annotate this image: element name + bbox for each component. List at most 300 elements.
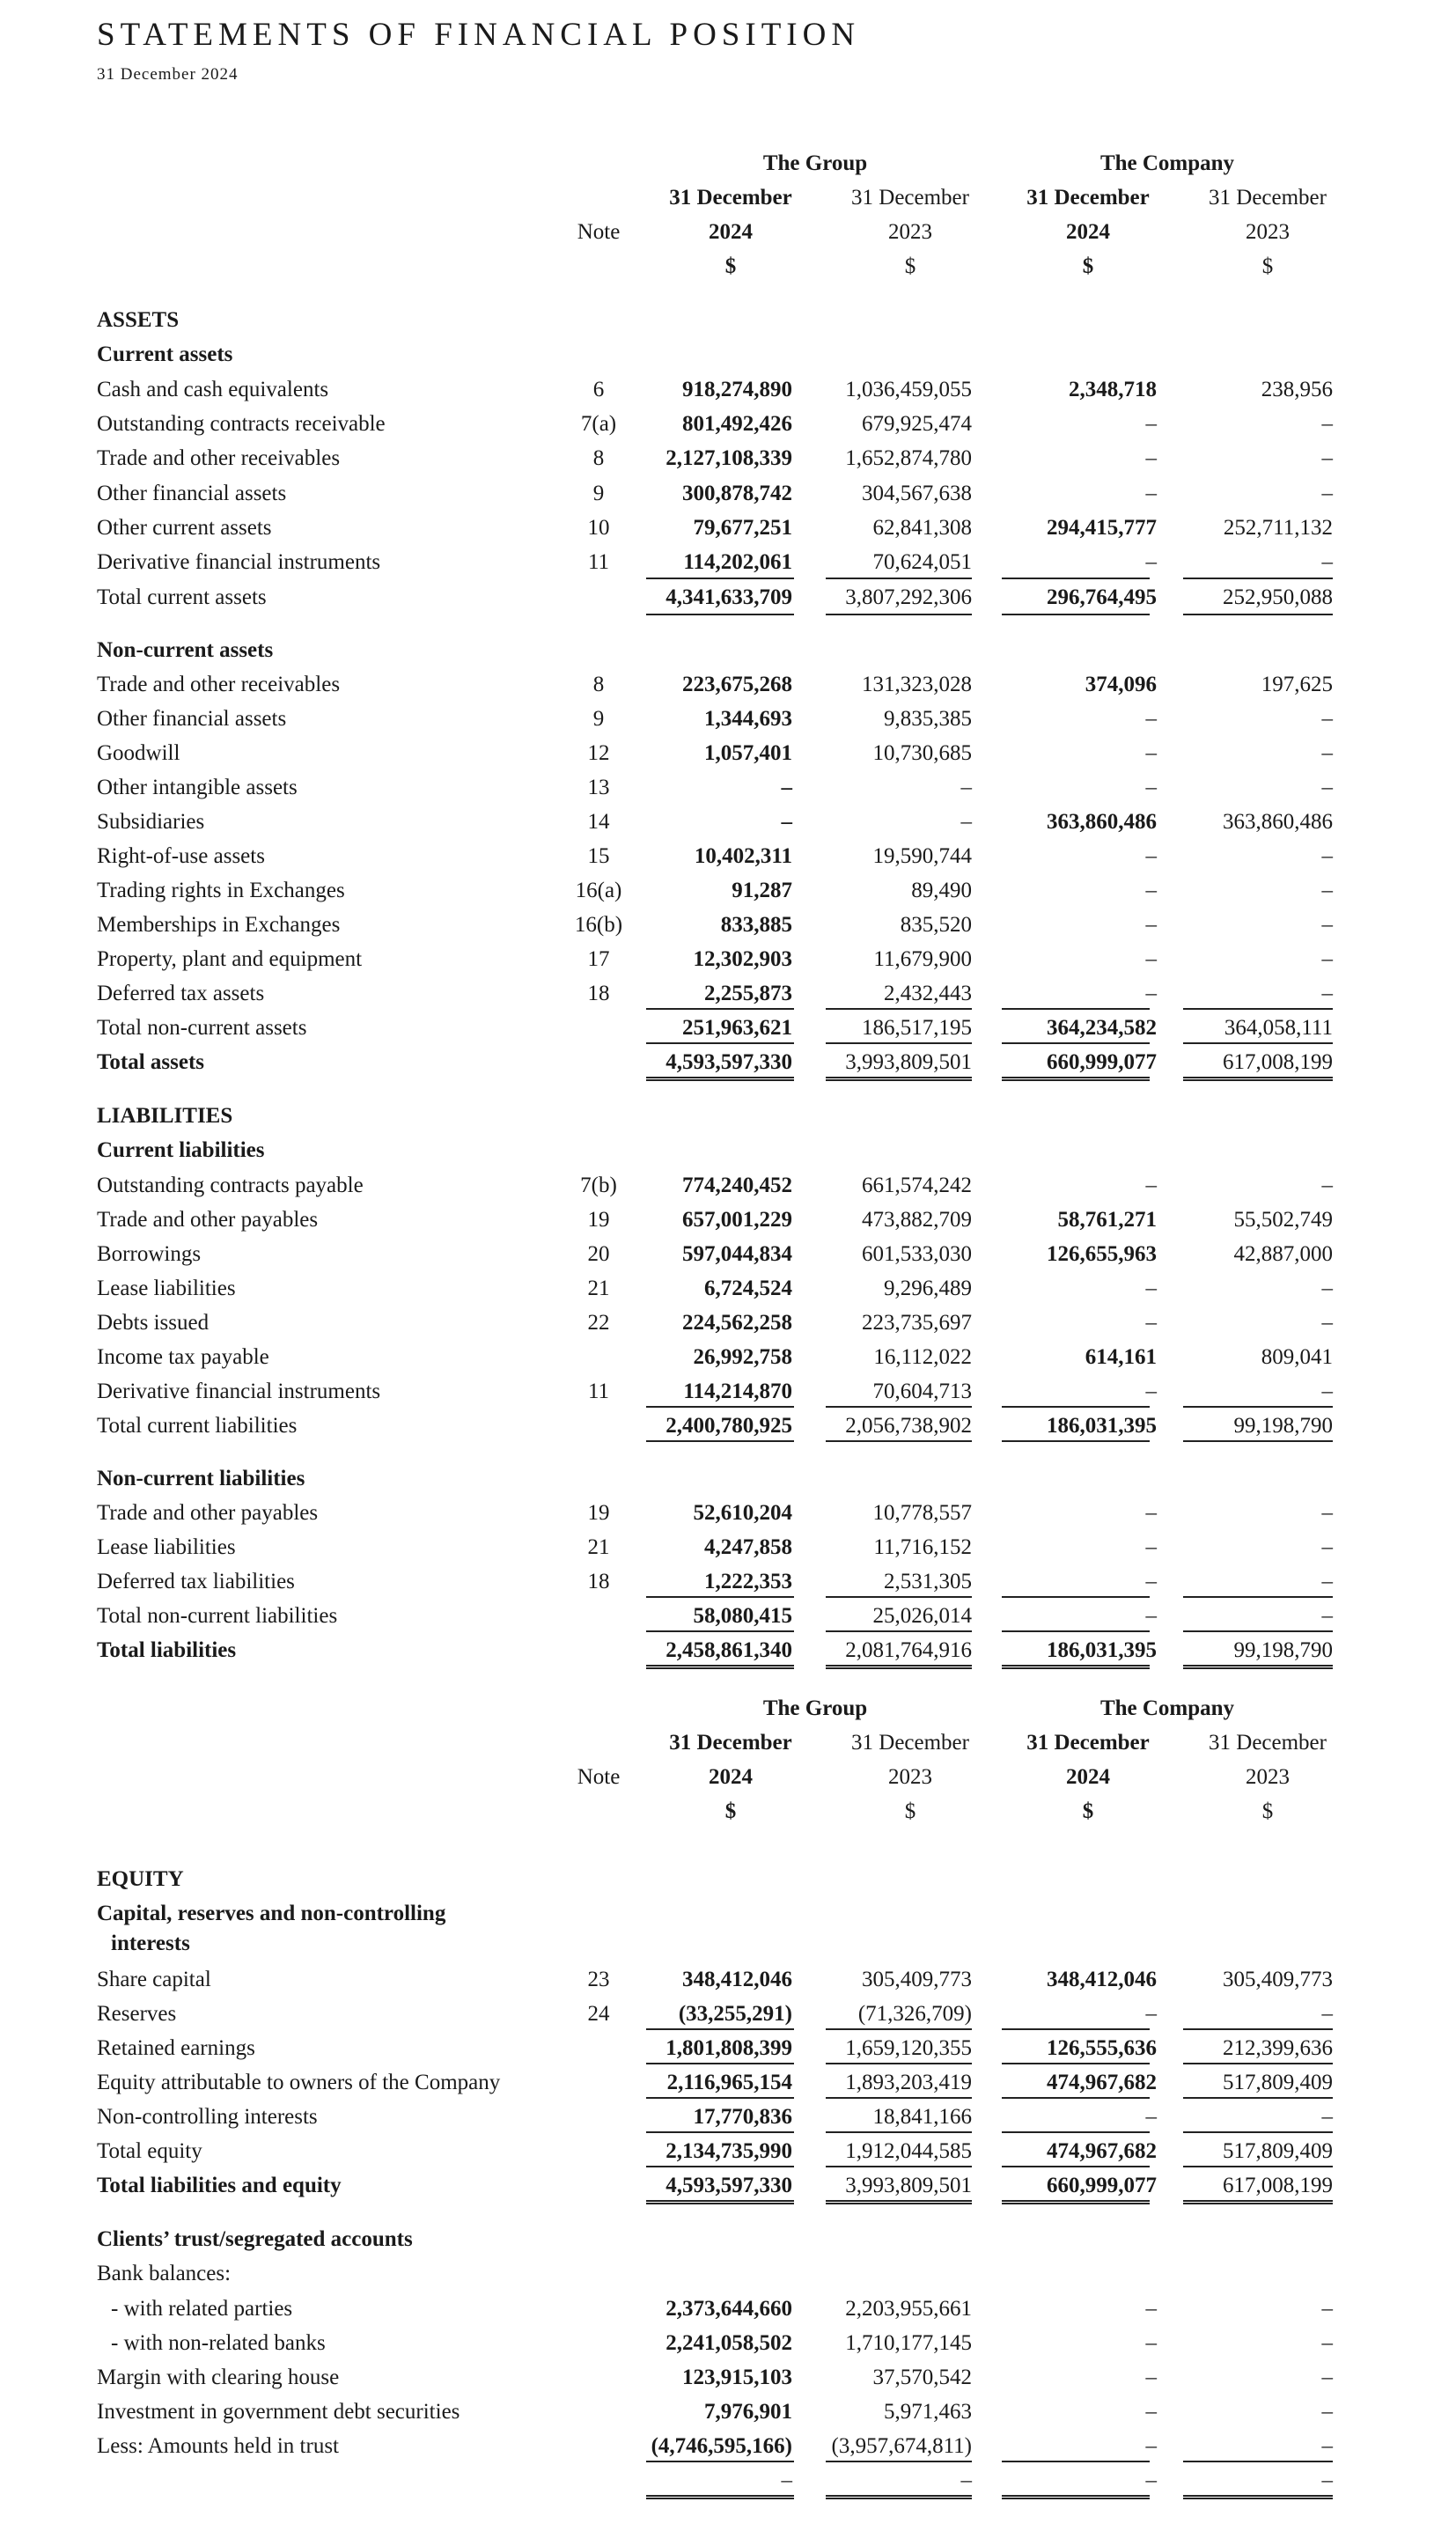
subtotal-rule bbox=[646, 2131, 794, 2133]
row-label: Income tax payable bbox=[97, 1345, 269, 1369]
row-value-col2: 661,574,242 bbox=[862, 1174, 972, 1197]
row-value-col2: 1,912,044,585 bbox=[845, 2139, 972, 2163]
row-value-col3: – bbox=[1145, 2366, 1157, 2389]
subtotal-rule bbox=[1183, 2131, 1333, 2133]
row-note: 12 bbox=[587, 741, 610, 765]
double-underline bbox=[826, 2200, 972, 2204]
row-value-col3: – bbox=[1145, 446, 1157, 470]
row-value-col1: 2,116,965,154 bbox=[666, 2071, 792, 2094]
col4-header-line2: 2023 bbox=[1246, 220, 1290, 244]
row-label: - with related parties bbox=[111, 2297, 293, 2321]
subtotal-rule bbox=[1002, 1406, 1150, 1408]
row-value-col2: 1,893,203,419 bbox=[845, 2071, 972, 2094]
row-value-col1: 774,240,452 bbox=[682, 1174, 792, 1197]
subtotal-rule bbox=[1183, 1008, 1333, 1010]
row-value-col1: – bbox=[781, 776, 792, 799]
row-label: EQUITY bbox=[97, 1867, 184, 1891]
row-note: 15 bbox=[587, 844, 610, 868]
row-label: Outstanding contracts receivable bbox=[97, 412, 386, 436]
subtotal-rule bbox=[646, 1596, 794, 1598]
row-value-col2: 304,567,638 bbox=[862, 482, 972, 505]
row-value-col1: 801,492,426 bbox=[682, 412, 792, 436]
row-value-col1: 4,341,633,709 bbox=[665, 585, 792, 609]
row-value-col1: 918,274,890 bbox=[682, 378, 792, 401]
row-note: 17 bbox=[587, 947, 610, 971]
row-value-col2: 3,993,809,501 bbox=[845, 1050, 972, 1074]
row-value-col3: – bbox=[1145, 1311, 1157, 1335]
row-value-col4: 42,887,000 bbox=[1233, 1242, 1333, 1266]
row-value-col2: 1,659,120,355 bbox=[845, 2036, 972, 2060]
subtotal-rule bbox=[646, 614, 794, 615]
row-value-col4: 252,711,132 bbox=[1223, 516, 1333, 540]
double-underline bbox=[826, 1665, 972, 1669]
subtotal-rule bbox=[646, 2097, 794, 2099]
row-label: Debts issued bbox=[97, 1311, 210, 1335]
row-value-col1: 348,412,046 bbox=[682, 1968, 792, 1991]
col4-header-line2-repeat: 2023 bbox=[1246, 1765, 1290, 1789]
row-value-col4: – bbox=[1321, 982, 1333, 1005]
row-label: Other current assets bbox=[97, 516, 272, 540]
row-value-col3: – bbox=[1145, 947, 1157, 971]
row-value-col1: 58,080,415 bbox=[693, 1604, 792, 1628]
row-note: 21 bbox=[587, 1535, 610, 1559]
row-value-col1: 79,677,251 bbox=[693, 516, 792, 540]
row-value-col3: 614,161 bbox=[1085, 1345, 1157, 1369]
row-label: Non-controlling interests bbox=[97, 2105, 318, 2129]
row-label: Total non-current assets bbox=[97, 1016, 307, 1040]
row-value-col3: – bbox=[1145, 707, 1157, 731]
row-note: 7(a) bbox=[580, 412, 617, 436]
row-value-col3: – bbox=[1145, 1604, 1157, 1628]
row-value-col3: 660,999,077 bbox=[1047, 2174, 1157, 2197]
row-value-col1: 52,610,204 bbox=[693, 1501, 792, 1525]
subtotal-rule bbox=[1183, 2097, 1333, 2099]
row-value-col4: 363,860,486 bbox=[1223, 810, 1333, 834]
row-value-col4: – bbox=[1321, 2400, 1333, 2424]
row-value-col4: – bbox=[1321, 412, 1333, 436]
row-label: Trade and other receivables bbox=[97, 673, 341, 696]
row-value-col3: – bbox=[1145, 2434, 1157, 2458]
row-value-col3: – bbox=[1145, 412, 1157, 436]
row-value-col2: 37,570,542 bbox=[872, 2366, 972, 2389]
row-label: Deferred tax liabilities bbox=[97, 1570, 295, 1593]
row-value-col2: 9,296,489 bbox=[884, 1277, 972, 1300]
row-value-col1: (33,255,291) bbox=[678, 2002, 792, 2026]
subtotal-rule bbox=[826, 1630, 972, 1632]
row-note: 19 bbox=[587, 1208, 610, 1232]
row-value-col2: 1,710,177,145 bbox=[845, 2331, 972, 2355]
row-value-col4: 99,198,790 bbox=[1233, 1638, 1333, 1662]
col3-header-line2: 2024 bbox=[1066, 220, 1110, 244]
row-value-col3: 296,764,495 bbox=[1047, 585, 1157, 609]
row-value-col3: 2,348,718 bbox=[1069, 378, 1157, 401]
row-value-col2: 1,652,874,780 bbox=[845, 446, 972, 470]
row-value-col4: – bbox=[1321, 2331, 1333, 2355]
subtotal-rule bbox=[1002, 614, 1150, 615]
row-value-col3: – bbox=[1145, 982, 1157, 1005]
page-title: STATEMENTS OF FINANCIAL POSITION bbox=[97, 17, 861, 53]
subtotal-rule bbox=[1183, 2166, 1333, 2167]
subtotal-rule bbox=[646, 1042, 794, 1044]
row-label: Margin with clearing house bbox=[97, 2366, 340, 2389]
row-value-col4: – bbox=[1321, 2105, 1333, 2129]
row-label: Property, plant and equipment bbox=[97, 947, 363, 971]
subtotal-rule bbox=[646, 2166, 794, 2167]
row-label: Bank balances: bbox=[97, 2262, 232, 2285]
col3-header-line1: 31 December bbox=[1026, 186, 1150, 210]
row-value-col1: – bbox=[781, 2469, 792, 2492]
subtotal-rule bbox=[826, 2166, 972, 2167]
row-value-col4: – bbox=[1321, 550, 1333, 574]
row-label: Derivative financial instruments bbox=[97, 550, 381, 574]
row-value-col4: – bbox=[1321, 482, 1333, 505]
subtotal-rule bbox=[646, 578, 794, 579]
row-value-col1: 114,202,061 bbox=[683, 550, 792, 574]
row-label: Total current assets bbox=[97, 585, 267, 609]
row-value-col1: 224,562,258 bbox=[682, 1311, 792, 1335]
row-value-col4: – bbox=[1321, 913, 1333, 937]
col3-header-line1-repeat: 31 December bbox=[1026, 1731, 1150, 1755]
row-value-col2: 2,203,955,661 bbox=[845, 2297, 972, 2321]
row-label: Memberships in Exchanges bbox=[97, 913, 341, 937]
row-value-col1: 123,915,103 bbox=[682, 2366, 792, 2389]
row-value-col3: – bbox=[1145, 2297, 1157, 2321]
row-value-col2: – bbox=[960, 810, 972, 834]
company-header: The Company bbox=[1099, 151, 1235, 175]
row-value-col3: – bbox=[1145, 2105, 1157, 2129]
row-label: Other financial assets bbox=[97, 707, 287, 731]
row-label: Share capital bbox=[97, 1968, 211, 1991]
row-label: Less: Amounts held in trust bbox=[97, 2434, 339, 2458]
row-value-col3: – bbox=[1145, 1277, 1157, 1300]
row-value-col3: 186,031,395 bbox=[1047, 1638, 1157, 1662]
row-value-col1: 4,593,597,330 bbox=[665, 1050, 792, 1074]
row-label: Total current liabilities bbox=[97, 1414, 298, 1438]
row-value-col4: 197,625 bbox=[1261, 673, 1333, 696]
row-value-col1: 300,878,742 bbox=[682, 482, 792, 505]
row-note: 20 bbox=[587, 1242, 610, 1266]
subtotal-rule bbox=[1002, 1042, 1150, 1044]
row-value-col1: 1,801,808,399 bbox=[665, 2036, 792, 2060]
row-note: 16(a) bbox=[575, 879, 622, 902]
row-note: 14 bbox=[587, 810, 610, 834]
row-value-col3: – bbox=[1145, 2002, 1157, 2026]
row-value-col2: 186,517,195 bbox=[862, 1016, 972, 1040]
row-note: 8 bbox=[592, 446, 605, 470]
row-value-col2: 10,778,557 bbox=[872, 1501, 972, 1525]
row-value-col2: 3,807,292,306 bbox=[845, 585, 972, 609]
row-value-col4: 238,956 bbox=[1261, 378, 1333, 401]
subtotal-rule bbox=[646, 2063, 794, 2064]
subtotal-rule bbox=[1002, 2461, 1150, 2462]
subtotal-rule bbox=[826, 2131, 972, 2133]
subtotal-rule bbox=[826, 1440, 972, 1442]
row-value-col3: – bbox=[1145, 776, 1157, 799]
group-header: The Group bbox=[762, 151, 868, 175]
row-value-col2: 3,993,809,501 bbox=[845, 2174, 972, 2197]
row-value-col3: 474,967,682 bbox=[1047, 2071, 1157, 2094]
row-label: Trade and other payables bbox=[97, 1501, 319, 1525]
col1-header-line1: 31 December bbox=[669, 186, 792, 210]
row-value-col1: 2,241,058,502 bbox=[665, 2331, 792, 2355]
row-value-col2: 2,081,764,916 bbox=[845, 1638, 972, 1662]
col2-header-line2: 2023 bbox=[888, 220, 932, 244]
row-value-col3: 474,967,682 bbox=[1047, 2139, 1157, 2163]
double-underline bbox=[1183, 1077, 1333, 1081]
col1-header-line2: 2024 bbox=[709, 220, 753, 244]
double-underline bbox=[646, 1077, 794, 1081]
row-value-col4: – bbox=[1321, 1535, 1333, 1559]
row-value-col4: – bbox=[1321, 1604, 1333, 1628]
subtotal-rule bbox=[1002, 2097, 1150, 2099]
row-value-col1: (4,746,595,166) bbox=[651, 2434, 792, 2458]
row-label: Reserves bbox=[97, 2002, 177, 2026]
row-label: Other intangible assets bbox=[97, 776, 298, 799]
row-value-col3: 660,999,077 bbox=[1047, 1050, 1157, 1074]
subtotal-rule bbox=[1183, 1406, 1333, 1408]
double-underline bbox=[1002, 2495, 1150, 2499]
row-label: Borrowings bbox=[97, 1242, 202, 1266]
col4-currency-repeat: $ bbox=[1261, 1799, 1274, 1823]
note-header-repeat: Note bbox=[577, 1765, 621, 1789]
row-label: Trade and other payables bbox=[97, 1208, 319, 1232]
row-value-col2: (3,957,674,811) bbox=[831, 2434, 972, 2458]
row-value-col2: 5,971,463 bbox=[884, 2400, 972, 2424]
col3-currency-repeat: $ bbox=[1082, 1799, 1094, 1823]
subtotal-rule bbox=[1002, 2063, 1150, 2064]
row-value-col4: – bbox=[1321, 776, 1333, 799]
row-value-col2: 601,533,030 bbox=[862, 1242, 972, 1266]
subtotal-rule bbox=[826, 2028, 972, 2030]
row-value-col2: – bbox=[960, 2469, 972, 2492]
row-value-col1: 833,885 bbox=[720, 913, 792, 937]
row-label: Other financial assets bbox=[97, 482, 287, 505]
col1-currency-repeat: $ bbox=[724, 1799, 737, 1823]
row-label: Derivative financial instruments bbox=[97, 1380, 381, 1403]
row-value-col3: 364,234,582 bbox=[1047, 1016, 1157, 1040]
row-value-col3: – bbox=[1145, 2400, 1157, 2424]
col1-header-line2-repeat: 2024 bbox=[709, 1765, 753, 1789]
row-value-col4: – bbox=[1321, 2469, 1333, 2492]
row-value-col1: – bbox=[781, 810, 792, 834]
row-value-col2: 62,841,308 bbox=[872, 516, 972, 540]
row-value-col3: 58,761,271 bbox=[1057, 1208, 1157, 1232]
row-note: 11 bbox=[587, 550, 610, 574]
subtotal-rule bbox=[1183, 1440, 1333, 1442]
row-value-col1: 1,057,401 bbox=[704, 741, 792, 765]
subtotal-rule bbox=[826, 1042, 972, 1044]
row-value-col2: 25,026,014 bbox=[872, 1604, 972, 1628]
row-value-col3: – bbox=[1145, 482, 1157, 505]
row-value-col4: – bbox=[1321, 741, 1333, 765]
double-underline bbox=[826, 1077, 972, 1081]
row-value-col1: 2,400,780,925 bbox=[665, 1414, 792, 1438]
row-value-col1: 223,675,268 bbox=[682, 673, 792, 696]
row-value-col4: – bbox=[1321, 1570, 1333, 1593]
row-note: 8 bbox=[592, 673, 605, 696]
row-note: 6 bbox=[592, 378, 605, 401]
company-header-repeat: The Company bbox=[1099, 1696, 1235, 1720]
double-underline bbox=[826, 2495, 972, 2499]
row-note: 9 bbox=[592, 482, 605, 505]
subtotal-rule bbox=[1183, 2028, 1333, 2030]
row-value-col2: 11,716,152 bbox=[873, 1535, 972, 1559]
row-value-col2: 70,624,051 bbox=[872, 550, 972, 574]
row-value-col2: 16,112,022 bbox=[873, 1345, 972, 1369]
subtotal-rule bbox=[826, 2063, 972, 2064]
subtotal-rule bbox=[646, 1406, 794, 1408]
row-label: Outstanding contracts payable bbox=[97, 1174, 364, 1197]
row-label: Equity attributable to owners of the Company bbox=[97, 2071, 501, 2094]
row-value-col3: – bbox=[1145, 844, 1157, 868]
row-label: interests bbox=[111, 1932, 190, 1955]
row-label: Right-of-use assets bbox=[97, 844, 265, 868]
row-value-col3: 294,415,777 bbox=[1047, 516, 1157, 540]
row-value-col1: 2,373,644,660 bbox=[665, 2297, 792, 2321]
row-label: Current assets bbox=[97, 342, 233, 366]
subtotal-rule bbox=[646, 2028, 794, 2030]
row-value-col3: – bbox=[1145, 550, 1157, 574]
row-label: Lease liabilities bbox=[97, 1277, 236, 1300]
row-label: Retained earnings bbox=[97, 2036, 255, 2060]
group-header-repeat: The Group bbox=[762, 1696, 868, 1720]
subtotal-rule bbox=[826, 1008, 972, 1010]
row-label: Non-current liabilities bbox=[97, 1467, 305, 1490]
row-label: Trading rights in Exchanges bbox=[97, 879, 345, 902]
row-value-col3: – bbox=[1145, 1501, 1157, 1525]
row-value-col3: – bbox=[1145, 2331, 1157, 2355]
double-underline bbox=[1183, 2200, 1333, 2204]
subtotal-rule bbox=[1002, 2166, 1150, 2167]
row-value-col4: – bbox=[1321, 2002, 1333, 2026]
subtotal-rule bbox=[826, 614, 972, 615]
row-note: 16(b) bbox=[574, 913, 623, 937]
row-value-col4: – bbox=[1321, 1501, 1333, 1525]
row-value-col3: 126,655,963 bbox=[1047, 1242, 1157, 1266]
row-value-col3: – bbox=[1145, 741, 1157, 765]
row-value-col4: 809,041 bbox=[1261, 1345, 1333, 1369]
double-underline bbox=[646, 1665, 794, 1669]
subtotal-rule bbox=[1002, 1596, 1150, 1598]
row-note: 18 bbox=[587, 982, 610, 1005]
subtotal-rule bbox=[1002, 2028, 1150, 2030]
double-underline bbox=[646, 2495, 794, 2499]
row-value-col2: 131,323,028 bbox=[862, 673, 972, 696]
double-underline bbox=[1002, 1077, 1150, 1081]
subtotal-rule bbox=[826, 1596, 972, 1598]
subtotal-rule bbox=[1002, 1008, 1150, 1010]
subtotal-rule bbox=[1002, 1630, 1150, 1632]
row-label: Capital, reserves and non-controlling bbox=[97, 1902, 446, 1925]
row-label: Current liabilities bbox=[97, 1138, 265, 1162]
row-label: Cash and cash equivalents bbox=[97, 378, 329, 401]
row-value-col1: 12,302,903 bbox=[693, 947, 792, 971]
row-label: Goodwill bbox=[97, 741, 180, 765]
col4-currency: $ bbox=[1261, 254, 1274, 278]
subtotal-rule bbox=[646, 1440, 794, 1442]
row-value-col4: 617,008,199 bbox=[1223, 1050, 1333, 1074]
row-note: 7(b) bbox=[580, 1174, 617, 1197]
subtotal-rule bbox=[1002, 578, 1150, 579]
row-value-col4: – bbox=[1321, 1174, 1333, 1197]
row-value-col4: – bbox=[1321, 1380, 1333, 1403]
row-note: 10 bbox=[587, 516, 610, 540]
row-value-col4: 305,409,773 bbox=[1223, 1968, 1333, 1991]
note-header: Note bbox=[577, 220, 621, 244]
subtotal-rule bbox=[646, 1630, 794, 1632]
row-value-col1: 2,134,735,990 bbox=[665, 2139, 792, 2163]
row-value-col2: 305,409,773 bbox=[862, 1968, 972, 1991]
col2-currency-repeat: $ bbox=[904, 1799, 916, 1823]
row-value-col3: – bbox=[1145, 2469, 1157, 2492]
subtotal-rule bbox=[1002, 1440, 1150, 1442]
row-value-col1: 251,963,621 bbox=[682, 1016, 792, 1040]
col2-header-line1: 31 December bbox=[851, 186, 969, 210]
row-value-col2: 1,036,459,055 bbox=[845, 378, 972, 401]
row-value-col1: 4,593,597,330 bbox=[665, 2174, 792, 2197]
row-value-col1: 7,976,901 bbox=[704, 2400, 792, 2424]
col4-header-line1: 31 December bbox=[1209, 186, 1327, 210]
row-value-col2: (71,326,709) bbox=[857, 2002, 972, 2026]
row-value-col3: 186,031,395 bbox=[1047, 1414, 1157, 1438]
row-note: 11 bbox=[587, 1380, 610, 1403]
row-note: 22 bbox=[587, 1311, 610, 1335]
row-value-col3: – bbox=[1145, 1570, 1157, 1593]
row-value-col2: 18,841,166 bbox=[872, 2105, 972, 2129]
row-value-col4: – bbox=[1321, 879, 1333, 902]
row-value-col4: 364,058,111 bbox=[1224, 1016, 1333, 1040]
row-value-col2: 11,679,900 bbox=[873, 947, 972, 971]
row-label: Investment in government debt securities bbox=[97, 2400, 460, 2424]
row-label: - with non-related banks bbox=[111, 2331, 326, 2355]
row-value-col1: 114,214,870 bbox=[683, 1380, 792, 1403]
row-label: Deferred tax assets bbox=[97, 982, 265, 1005]
col2-header-line1-repeat: 31 December bbox=[851, 1731, 969, 1755]
row-value-col2: 473,882,709 bbox=[862, 1208, 972, 1232]
row-value-col3: 126,555,636 bbox=[1047, 2036, 1157, 2060]
row-value-col3: – bbox=[1145, 913, 1157, 937]
subtotal-rule bbox=[826, 2461, 972, 2462]
row-value-col2: 2,531,305 bbox=[884, 1570, 972, 1593]
row-label: Non-current assets bbox=[97, 638, 274, 662]
row-value-col2: 19,590,744 bbox=[872, 844, 972, 868]
col1-header-line1-repeat: 31 December bbox=[669, 1731, 792, 1755]
row-value-col4: – bbox=[1321, 2434, 1333, 2458]
subtotal-rule bbox=[1183, 1630, 1333, 1632]
double-underline bbox=[1183, 1665, 1333, 1669]
row-value-col2: 2,432,443 bbox=[884, 982, 972, 1005]
double-underline bbox=[1183, 2495, 1333, 2499]
row-value-col4: 212,399,636 bbox=[1223, 2036, 1333, 2060]
row-label: ASSETS bbox=[97, 308, 180, 332]
row-value-col3: – bbox=[1145, 1174, 1157, 1197]
col2-header-line2-repeat: 2023 bbox=[888, 1765, 932, 1789]
double-underline bbox=[1002, 1665, 1150, 1669]
row-value-col2: – bbox=[960, 776, 972, 799]
subtotal-rule bbox=[1183, 1596, 1333, 1598]
row-value-col1: 657,001,229 bbox=[682, 1208, 792, 1232]
row-label: Total liabilities bbox=[97, 1638, 237, 1662]
row-label: Total liabilities and equity bbox=[97, 2174, 342, 2197]
row-value-col4: – bbox=[1321, 707, 1333, 731]
row-label: Total equity bbox=[97, 2139, 202, 2163]
row-label: Trade and other receivables bbox=[97, 446, 341, 470]
row-value-col1: 2,255,873 bbox=[704, 982, 792, 1005]
row-value-col4: – bbox=[1321, 947, 1333, 971]
row-value-col4: – bbox=[1321, 1277, 1333, 1300]
row-value-col2: 835,520 bbox=[900, 913, 972, 937]
col3-header-line2-repeat: 2024 bbox=[1066, 1765, 1110, 1789]
